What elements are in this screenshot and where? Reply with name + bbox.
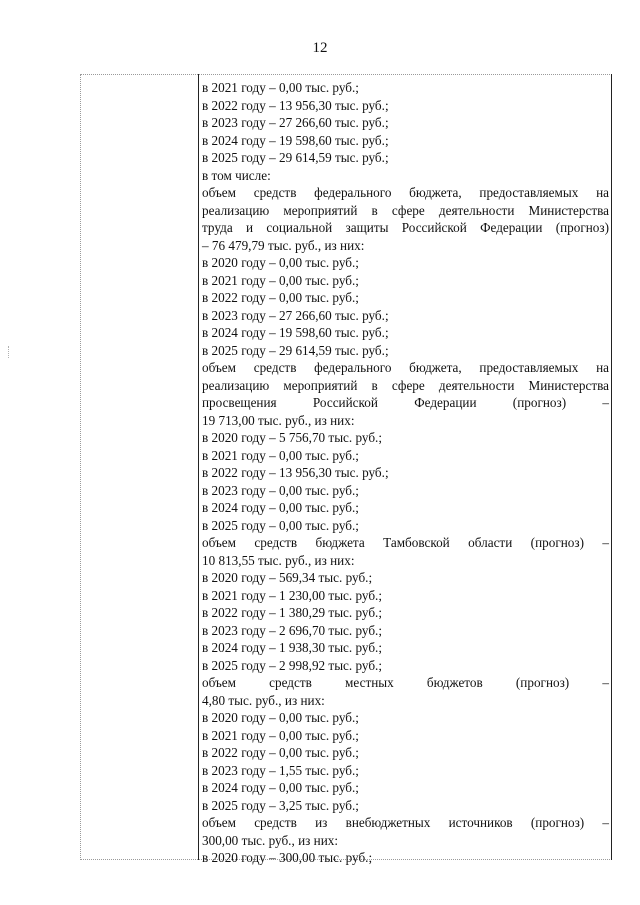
funding-table <box>80 74 612 865</box>
text-line: в 2025 году – 29 614,59 тыс. руб.; <box>202 342 389 358</box>
table-left-border <box>80 74 81 860</box>
text-line: в 2025 году – 29 614,59 тыс. руб.; <box>202 150 389 165</box>
table-top-border <box>80 74 612 75</box>
funding-text-cell <box>202 79 609 867</box>
text-line: 4,80 тыс. руб., из них: <box>202 692 325 708</box>
text-line: в 2024 году – 19 598,60 тыс. руб.; <box>202 132 389 148</box>
text-line: в 2023 году – 27 266,60 тыс. руб.; <box>202 115 389 130</box>
table-column-divider <box>198 74 199 860</box>
text-line: в 2022 году – 13 956,30 тыс. руб.; <box>202 97 389 113</box>
text-line: в 2024 году – 0,00 тыс. руб.; <box>202 780 359 795</box>
text-line: в 2024 году – 19 598,60 тыс. руб.; <box>202 325 389 340</box>
text-line: в 2022 году – 0,00 тыс. руб.; <box>202 290 359 305</box>
text-line: в 2024 году – 0,00 тыс. руб.; <box>202 500 359 515</box>
text-line: в 2021 году – 0,00 тыс. руб.; <box>202 727 359 743</box>
text-line: в 2024 году – 1 938,30 тыс. руб.; <box>202 640 383 655</box>
text-line: объем средств бюджета Тамбовской области (прогноз) – <box>202 535 609 550</box>
text-line: 19 713,00 тыс. руб., из них: <box>202 412 355 428</box>
text-line: в 2020 году – 569,34 тыс. руб.; <box>202 570 373 585</box>
text-line: в 2021 году – 1 230,00 тыс. руб.; <box>202 587 383 603</box>
text-line: в 2020 году – 0,00 тыс. руб.; <box>202 710 359 725</box>
text-line: 10 813,55 тыс. руб., из них: <box>202 552 355 568</box>
margin-mark <box>8 346 10 358</box>
text-line: в 2023 году – 27 266,60 тыс. руб.; <box>202 307 389 323</box>
text-line: 300,00 тыс. руб., из них: <box>202 832 339 848</box>
text-line: – 76 479,79 тыс. руб., из них: <box>202 237 365 253</box>
text-line: в 2021 году – 0,00 тыс. руб.; <box>202 80 359 95</box>
text-line: в 2025 году – 2 998,92 тыс. руб.; <box>202 657 383 673</box>
text-line: в 2022 году – 0,00 тыс. руб.; <box>202 745 359 760</box>
text-line: объем средств федерального бюджета, предоставляемых на <box>202 185 609 200</box>
text-line: объем средств местных бюджетов (прогноз) – <box>202 675 609 690</box>
text-line: в 2025 году – 0,00 тыс. руб.; <box>202 517 359 533</box>
page-number: 12 <box>312 40 328 56</box>
text-line: в 2020 году – 300,00 тыс. руб.; <box>202 850 373 865</box>
text-line: в 2025 году – 3,25 тыс. руб.; <box>202 797 359 813</box>
text-line: в 2021 году – 0,00 тыс. руб.; <box>202 447 359 463</box>
text-line: объем средств федерального бюджета, предоставляемых на <box>202 360 609 375</box>
text-line: в 2023 году – 2 696,70 тыс. руб.; <box>202 622 383 638</box>
text-line: в 2023 году – 1,55 тыс. руб.; <box>202 762 359 778</box>
text-line: труда и социальной защиты Российской Федерации (прогноз) <box>202 220 609 235</box>
text-line: просвещения Российской Федерации (прогноз) – <box>202 395 609 410</box>
text-line: в 2022 году – 1 380,29 тыс. руб.; <box>202 605 383 620</box>
table-right-border <box>611 74 612 860</box>
text-line: в 2023 году – 0,00 тыс. руб.; <box>202 482 359 498</box>
text-line: в 2020 году – 5 756,70 тыс. руб.; <box>202 430 383 445</box>
text-line: в 2021 году – 0,00 тыс. руб.; <box>202 272 359 288</box>
text-line: объем средств из внебюджетных источников (прогноз) – <box>202 815 609 830</box>
text-line: в 2022 году – 13 956,30 тыс. руб.; <box>202 465 389 480</box>
text-line: реализацию мероприятий в сфере деятельности Министерства <box>202 202 609 218</box>
text-line: реализацию мероприятий в сфере деятельности Министерства <box>202 377 609 393</box>
text-line: в 2020 году – 0,00 тыс. руб.; <box>202 255 359 270</box>
text-line: в том числе: <box>202 167 271 183</box>
